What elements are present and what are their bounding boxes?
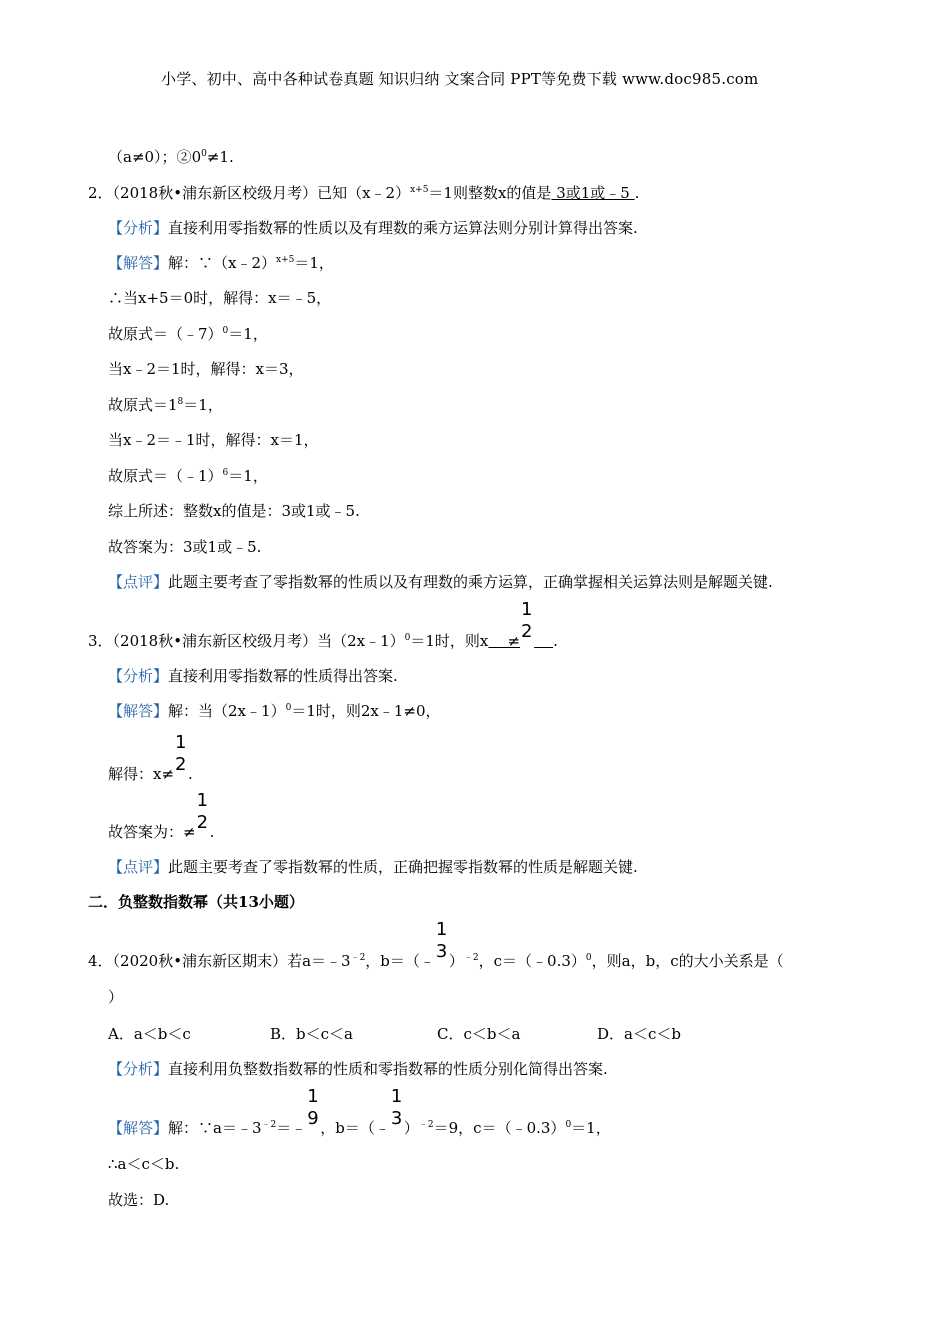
q3-end: .	[553, 632, 558, 650]
q4-exp-c: 0	[585, 953, 592, 963]
solution-text-d: ）	[403, 1119, 419, 1137]
q1-tail-end: ≠1.	[206, 148, 234, 166]
solution-text-c: ，b＝（﹣	[320, 1119, 390, 1137]
option-a: A．a＜b＜c	[108, 1025, 191, 1043]
q2-solution-6: 当x﹣2＝﹣1时，解得：x＝1，	[108, 431, 319, 449]
s5-exp: 8	[177, 397, 184, 407]
q3-review	[108, 856, 638, 878]
fraction-num: 1	[521, 599, 533, 620]
q2-solution-1	[108, 252, 334, 274]
q2-answer-blank: 3或1或﹣5	[551, 184, 635, 202]
q3-solution-3: 故答案为：≠ 1 2 .	[108, 790, 215, 841]
s3-exp: 0	[222, 326, 229, 336]
fraction-den: 2	[521, 621, 533, 642]
q3-solution-1	[108, 700, 441, 722]
analysis-text: 直接利用零指数幂的性质以及有理数的乘方运算法则分别计算得出答案.	[168, 219, 638, 237]
solution-tag: 【解答】	[108, 702, 169, 720]
solution-exp: x+5	[276, 255, 295, 265]
fraction-den: 3	[390, 1108, 403, 1129]
s3-text: 故答案为：≠	[108, 823, 196, 841]
s3-end: ＝1，	[228, 325, 268, 343]
review-text: 此题主要考查了零指数幂的性质以及有理数的乘方运算，正确掌握相关运算法则是解题关键.	[168, 573, 773, 591]
s5-end: ＝1，	[183, 396, 223, 414]
q3-source: （2018秋•浦东新区校级月考）当（2x﹣1）	[112, 632, 405, 650]
q3-fraction	[520, 599, 534, 646]
q4-solution-3: 故选：D.	[108, 1191, 170, 1209]
solution-tag: 【解答】	[108, 1119, 169, 1137]
q2-solution-3	[108, 323, 268, 345]
solution-text-g: ＝1，	[571, 1119, 611, 1137]
solution-exp: 0	[285, 703, 292, 713]
fraction-num: 1	[307, 1086, 319, 1107]
q1-tail-exp: 0	[201, 149, 207, 159]
q4-exp-a: ﹣2	[350, 953, 366, 963]
q1-tail-text: （a≠0）；②	[108, 148, 192, 166]
analysis-tag: 【分析】	[108, 667, 169, 685]
q2-source: （2018秋•浦东新区校级月考）已知（x﹣2）	[112, 184, 411, 202]
q3-question	[88, 599, 558, 652]
fraction-den: 2	[175, 754, 187, 775]
solution-text: 解：∵a＝﹣3	[168, 1119, 262, 1137]
q4-text-d: ，则a，b，c的大小关系是（	[591, 952, 784, 970]
solution-exp-f: 0	[565, 1120, 572, 1130]
q3-analysis	[108, 665, 398, 687]
review-text: 此题主要考查了零指数幂的性质，正确把握零指数幂的性质是解题关键.	[168, 858, 638, 876]
option-b: B．b＜c＜a	[270, 1025, 353, 1043]
q2-solution-7	[108, 465, 268, 487]
solution-text-f: ＝9，c＝（﹣0.3）	[433, 1119, 566, 1137]
q4-question: 4．（2020秋•浦东新区期末）若$a=﹣3^{﹣2}$，b＝（﹣ 1 3 ）$^{﹣2}$，c＝（﹣0.3）$^0$，则a，b，c的大小关系是（	[88, 919, 784, 970]
option-d: D．a＜c＜b	[597, 1025, 681, 1043]
solution-text-b: ＝﹣	[276, 1119, 307, 1137]
q2-solution-4: 当x﹣2＝1时，解得：x＝3，	[108, 360, 304, 378]
analysis-text: 直接利用零指数幂的性质得出答案.	[168, 667, 398, 685]
s5-text: 故原式＝1	[108, 396, 178, 414]
solution-text-end: ＝1，	[294, 254, 334, 272]
fraction-num: 1	[175, 732, 187, 753]
analysis-tag: 【分析】	[108, 219, 169, 237]
solution-text: 解：∵（x﹣2）	[168, 254, 277, 272]
q3-exponent: 0	[404, 633, 411, 643]
q2-number: 2．	[88, 184, 113, 202]
fraction-den: 2	[196, 812, 209, 833]
q3-answer-sign: ≠	[507, 632, 521, 650]
fraction-num: 1	[390, 1086, 403, 1107]
solution-exp: ﹣2	[261, 1120, 277, 1130]
q1-tail-base: 0	[191, 148, 202, 166]
q4-number: 4．	[88, 952, 113, 970]
q3-text: ＝1时，则x	[410, 632, 489, 650]
q2-solution-9: 故答案为：3或1或﹣5.	[108, 538, 262, 556]
q3-s2-fraction	[174, 732, 188, 779]
q3-s3-fraction	[196, 790, 210, 837]
q2-exponent: x+5	[410, 185, 429, 195]
q4-text-b: ，b＝（﹣	[365, 952, 435, 970]
q4-fraction	[435, 919, 449, 966]
q4-text-c: ，c＝（﹣0.3）	[478, 952, 586, 970]
q2-analysis	[108, 217, 638, 239]
s7-exp: 6	[222, 468, 229, 478]
s7-end: ＝1，	[228, 467, 268, 485]
solution-tag: 【解答】	[108, 254, 169, 272]
fraction-den: 9	[307, 1108, 319, 1129]
line-q1-tail	[108, 146, 234, 168]
q2-question	[88, 182, 639, 204]
q4-solution-1	[108, 1086, 611, 1139]
fraction-num: 1	[196, 790, 209, 811]
q4-exp-b: ﹣2	[463, 953, 479, 963]
q4-s1-fraction-third	[390, 1086, 404, 1133]
s7-text: 故原式＝（﹣1）	[108, 467, 223, 485]
fraction-den: 3	[435, 941, 448, 962]
solution-text: 解：当（2x﹣1）	[168, 702, 286, 720]
review-tag: 【点评】	[108, 573, 169, 591]
s2-text: 解得：x≠	[108, 765, 175, 783]
q2-solution-2: ∴当x+5＝0时，解得：x＝﹣5，	[108, 289, 332, 307]
review-tag: 【点评】	[108, 858, 169, 876]
q4-text-a: （2020秋•浦东新区期末）若a＝﹣3	[112, 952, 351, 970]
q4-solution-2: ∴a＜c＜b.	[108, 1155, 180, 1173]
solution-exp-d: ﹣2	[418, 1120, 434, 1130]
q3-number: 3．	[88, 632, 113, 650]
option-c: C．c＜b＜a	[437, 1025, 521, 1043]
page-header: 小学、初中、高中各种试卷真题 知识归纳 文案合同 PPT等免费下载 www.doc985.com	[161, 70, 759, 88]
solution-text-end: ＝1时，则2x﹣1≠0，	[291, 702, 441, 720]
q2-text: ＝1则整数x的值是	[428, 184, 552, 202]
q2-end: .	[634, 184, 640, 202]
q4-s1-fraction-ninth	[306, 1086, 320, 1133]
fraction-num: 1	[435, 919, 448, 940]
q3-solution-2: 解得：x≠ 1 2 .	[108, 732, 193, 783]
q4-analysis	[108, 1058, 608, 1080]
q2-solution-8: 综上所述：整数x的值是：3或1或﹣5.	[108, 502, 360, 520]
q2-solution-5	[108, 394, 223, 416]
q3-answer-blank	[488, 599, 553, 650]
q2-review	[108, 571, 773, 593]
analysis-text: 直接利用负整数指数幂的性质和零指数幂的性质分别化简得出答案.	[168, 1060, 608, 1078]
section-heading: 二．负整数指数幂（共13小题）	[88, 893, 304, 911]
s3-text: 故原式＝（﹣7）	[108, 325, 223, 343]
analysis-tag: 【分析】	[108, 1060, 169, 1078]
q4-question-close: ）	[108, 988, 124, 1006]
